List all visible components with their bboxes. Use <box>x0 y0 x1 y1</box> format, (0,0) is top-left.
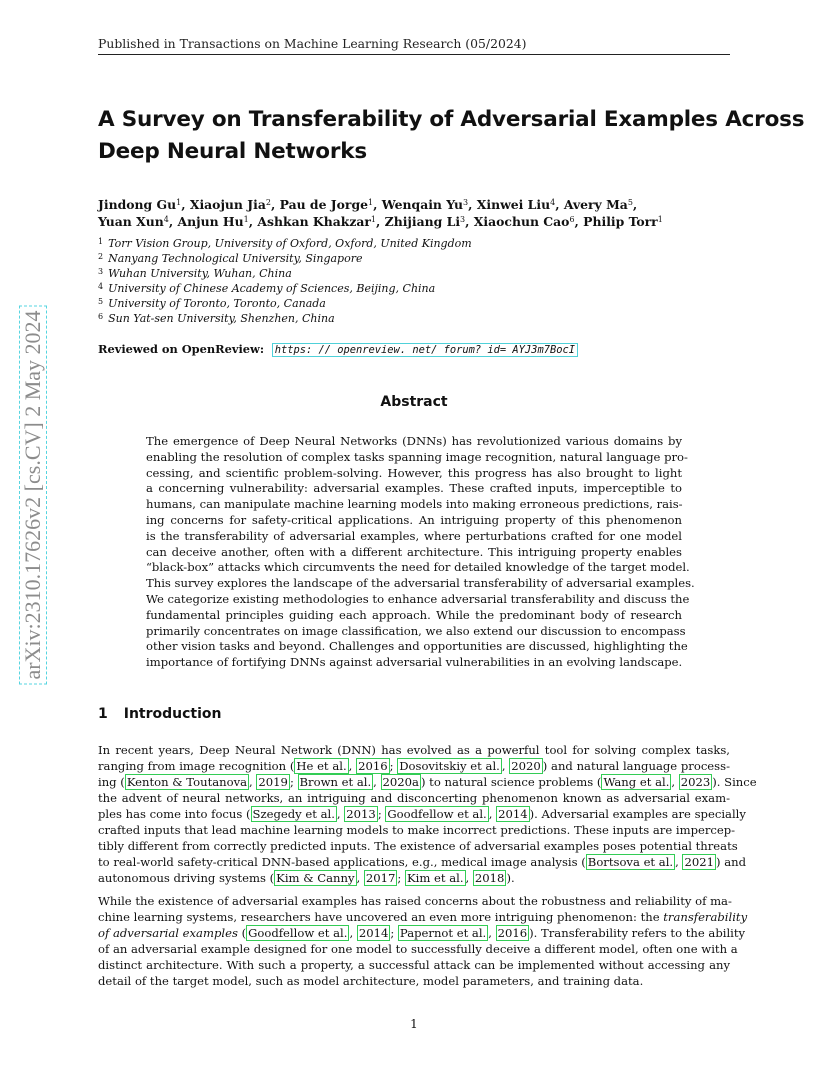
affiliation-number: 3 <box>98 267 104 276</box>
affiliation-text: University of Chinese Academy of Sciences, Beijing, China <box>108 282 436 295</box>
affiliation-list <box>98 236 658 326</box>
citation-link[interactable]: Brown et al. <box>299 775 372 789</box>
intro-paragraph-1 <box>98 742 757 886</box>
affiliation-number: 1 <box>98 237 104 246</box>
citation-link[interactable]: He et al. <box>296 759 347 773</box>
affiliation-marker: 2 <box>265 198 271 207</box>
citation-link[interactable]: 2016 <box>497 926 528 940</box>
paragraph-line: of an adversarial example designed for one model to successfully deceive a different model, often one with a <box>98 942 738 956</box>
author-name: Xiaochun Cao <box>473 214 570 229</box>
abstract-line: “black-box” attacks which circumvents the need for detailed knowledge of the target model. <box>146 560 690 575</box>
author-name: Ashkan Khakzar <box>257 214 371 229</box>
author-name: Yuan Xun <box>98 214 164 229</box>
affiliation-number: 2 <box>98 252 104 261</box>
author-name: Xinwei Liu <box>476 197 551 212</box>
paragraph-line: tibly different from correctly predicted inputs. The existence of adversarial examples poses potential threats <box>98 839 738 853</box>
citation-link[interactable]: 2023 <box>680 775 711 789</box>
affiliation-item <box>98 296 658 311</box>
paragraph-line: ples has come into focus ( Szegedy et al. , 2013 ; Goodfellow et al. , 2014 ). Adversarial examples are specially <box>98 807 746 821</box>
affiliation-item <box>98 251 658 266</box>
citation-link[interactable]: 2013 <box>346 807 376 821</box>
affiliation-text: Sun Yat-sen University, Shenzhen, China <box>108 312 335 325</box>
affiliation-marker: 6 <box>569 215 575 224</box>
citation-link[interactable]: Papernot et al. <box>399 926 487 940</box>
paragraph-line: In recent years, Deep Neural Network (DNN) has evolved as a powerful tool for solving complex tasks, <box>98 743 730 757</box>
running-header: Published in Transactions on Machine Learning Research (05/2024) <box>98 36 730 55</box>
affiliation-item <box>98 236 658 251</box>
affiliation-marker: 4 <box>163 215 169 224</box>
section-number: 1 <box>98 706 108 722</box>
citation-link[interactable]: 2014 <box>498 807 528 821</box>
abstract-line: cessing, and scientific problem-solving. However, this progress has also brought to light <box>146 465 682 480</box>
citation-link[interactable]: Kenton & Toutanova <box>126 775 248 789</box>
paragraph-line: While the existence of adversarial examples has raised concerns about the robustness and reliability of ma- <box>98 894 732 908</box>
citation-link[interactable]: Kim et al. <box>406 871 464 885</box>
abstract-line: This survey explores the landscape of the adversarial transferability of adversarial examples. <box>146 576 695 591</box>
affiliation-marker: 1 <box>370 215 377 224</box>
abstract-line: The emergence of Deep Neural Networks (DNNs) has revolutionized various domains by <box>146 434 682 448</box>
paragraph-line: chine learning systems, researchers have uncovered an even more intriguing phenomenon: the transferability <box>98 910 748 924</box>
paragraph-line: to real-world safety-critical DNN-based applications, e.g., medical image analysis ( Bortsova et al. , 2021 ) and <box>98 855 746 869</box>
paper-title <box>98 104 805 168</box>
author-name: Jindong Gu <box>98 197 177 212</box>
author-list <box>98 196 758 230</box>
abstract-line: primarily concentrates on image classification, we also extend our discussion to encompass <box>146 623 686 638</box>
author-line: Jindong Gu$^1$, Xiaojun Jia$^2$, Pau de Jorge$^1$, Wenqain Yu$^3$, Xinwei Liu$^4$, Avery Ma$^5$, <box>98 197 638 212</box>
affiliation-item <box>98 281 658 296</box>
paragraph-line: detail of the target model, such as model architecture, model parameters, and training data. <box>98 974 644 988</box>
affiliation-marker: 1 <box>368 198 374 207</box>
affiliation-marker: 4 <box>550 198 556 207</box>
affiliation-number: 6 <box>98 312 104 321</box>
paragraph-line: autonomous driving systems ( Kim & Canny , 2017 ; Kim et al. , 2018 ). <box>98 871 515 885</box>
paragraph-line: crafted inputs that lead machine learning models to make incorrect predictions. These inputs are impercep- <box>98 823 736 837</box>
abstract-heading: Abstract <box>380 394 448 410</box>
citation-link[interactable]: Dosovitskiy et al. <box>399 759 500 773</box>
intro-paragraph-2 <box>98 893 748 989</box>
abstract-line: a concerning vulnerability: adversarial examples. These crafted inputs, imperceptible to <box>146 481 682 496</box>
paragraph-line: the advent of neural networks, an intriguing and disconcerting phenomenon known as adversarial exam- <box>98 791 730 805</box>
author-name: Wenqain Yu <box>381 197 464 212</box>
citation-link[interactable]: 2017 <box>365 871 396 885</box>
affiliation-text: Wuhan University, Wuhan, China <box>108 267 292 280</box>
author-name: Anjun Hu <box>177 214 244 229</box>
section-heading <box>98 706 222 722</box>
affiliation-number: 4 <box>98 282 104 291</box>
citation-link[interactable]: 2014 <box>358 926 389 940</box>
abstract-line: is the transferability of adversarial examples, where perturbations crafted for one model <box>146 528 682 543</box>
author-line: Yuan Xun$^4$, Anjun Hu$^1$, Ashkan Khakzar$^1$, Zhijiang Li$^3$, Xiaochun Cao$^6$, Philip Torr$^1$ <box>98 214 663 229</box>
citation-link[interactable]: Wang et al. <box>603 775 670 789</box>
affiliation-text: Nanyang Technological University, Singapore <box>108 252 363 265</box>
citation-link[interactable]: 2021 <box>684 855 714 869</box>
affiliation-marker: 3 <box>463 198 469 207</box>
abstract-line: importance of fortifying DNNs against adversarial vulnerabilities in an evolving landscape. <box>146 655 683 670</box>
arxiv-stamp-text[interactable]: arXiv:2310.17626v2 [cs.CV] 2 May 2024 <box>19 305 47 684</box>
affiliation-item <box>98 311 658 326</box>
author-name: Zhijiang Li <box>384 214 461 229</box>
affiliation-text: University of Toronto, Toronto, Canada <box>108 297 326 310</box>
abstract-body <box>146 434 695 671</box>
abstract-line: ing concerns for safety-critical applications. An intriguing property of this phenomenon <box>146 512 682 527</box>
abstract-line: humans, can manipulate machine learning models into making erroneous predictions, rais- <box>146 497 683 512</box>
affiliation-marker: 1 <box>243 215 249 224</box>
page-number: 1 <box>410 1017 418 1031</box>
author-name: Xiaojun Jia <box>189 197 266 212</box>
openreview-link[interactable]: https: // openreview. net/ forum? id= AYJ3m7BocI <box>272 343 578 357</box>
section-title: Introduction <box>123 706 222 722</box>
affiliation-number: 5 <box>98 297 104 306</box>
citation-link[interactable]: 2019 <box>258 775 288 789</box>
affiliation-marker: 1 <box>657 215 663 224</box>
citation-link[interactable]: Bortsova et al. <box>587 855 674 869</box>
citation-link[interactable]: Goodfellow et al. <box>248 926 348 940</box>
abstract-line: fundamental principles guiding each approach. While the predominant body of research <box>146 607 682 622</box>
paragraph-line: of adversarial examples ( Goodfellow et al. , 2014 ; Papernot et al. , 2016 ). Transferability refers to the ability <box>98 926 746 940</box>
openreview-label: Reviewed on OpenReview: <box>98 342 265 356</box>
author-name: Pau de Jorge <box>279 197 368 212</box>
title-line: Deep Neural Networks <box>98 139 367 164</box>
paragraph-line: ing ( Kenton & Toutanova , 2019 ; Brown et al. , 2020a ) to natural science problems ( Wang et al. , 2023 ). Since <box>98 775 757 789</box>
emphasis-text: of adversarial examples <box>98 926 238 940</box>
affiliation-text: Torr Vision Group, University of Oxford, Oxford, United Kingdom <box>108 237 472 250</box>
citation-link[interactable]: 2016 <box>358 759 388 773</box>
affiliation-marker: 3 <box>460 215 466 224</box>
affiliation-marker: 5 <box>627 198 633 207</box>
affiliation-item <box>98 266 658 281</box>
paragraph-line: ranging from image recognition ( He et al. , 2016 ; Dosovitskiy et al. , 2020 ) and natural language process- <box>98 759 730 773</box>
author-name: Philip Torr <box>583 214 658 229</box>
citation-link[interactable]: 2020a <box>382 775 419 789</box>
citation-link[interactable]: 2018 <box>474 871 505 885</box>
affiliation-marker: 1 <box>176 198 182 207</box>
abstract-line: other vision tasks and beyond. Challenges and opportunities are discussed, highlighting the <box>146 639 688 654</box>
openreview-line <box>98 342 738 356</box>
emphasis-text: transferability <box>663 910 748 924</box>
citation-link[interactable]: 2020 <box>511 759 541 773</box>
title-line: A Survey on Transferability of Adversarial Examples Across <box>98 107 805 132</box>
author-name: Avery Ma <box>563 197 628 212</box>
citation-link[interactable]: Kim & Canny <box>276 871 355 885</box>
citation-link[interactable]: Szegedy et al. <box>252 807 335 821</box>
abstract-line: We categorize existing methodologies to enhance adversarial transferability and discuss the <box>146 591 690 606</box>
abstract-line: can deceive another, often with a different architecture. This intriguing property enables <box>146 544 682 559</box>
paragraph-line: distinct architecture. With such a property, a successful attack can be implemented without accessing any <box>98 958 730 972</box>
abstract-line: enabling the resolution of complex tasks spanning image recognition, natural language pro- <box>146 449 688 464</box>
citation-link[interactable]: Goodfellow et al. <box>387 807 487 821</box>
